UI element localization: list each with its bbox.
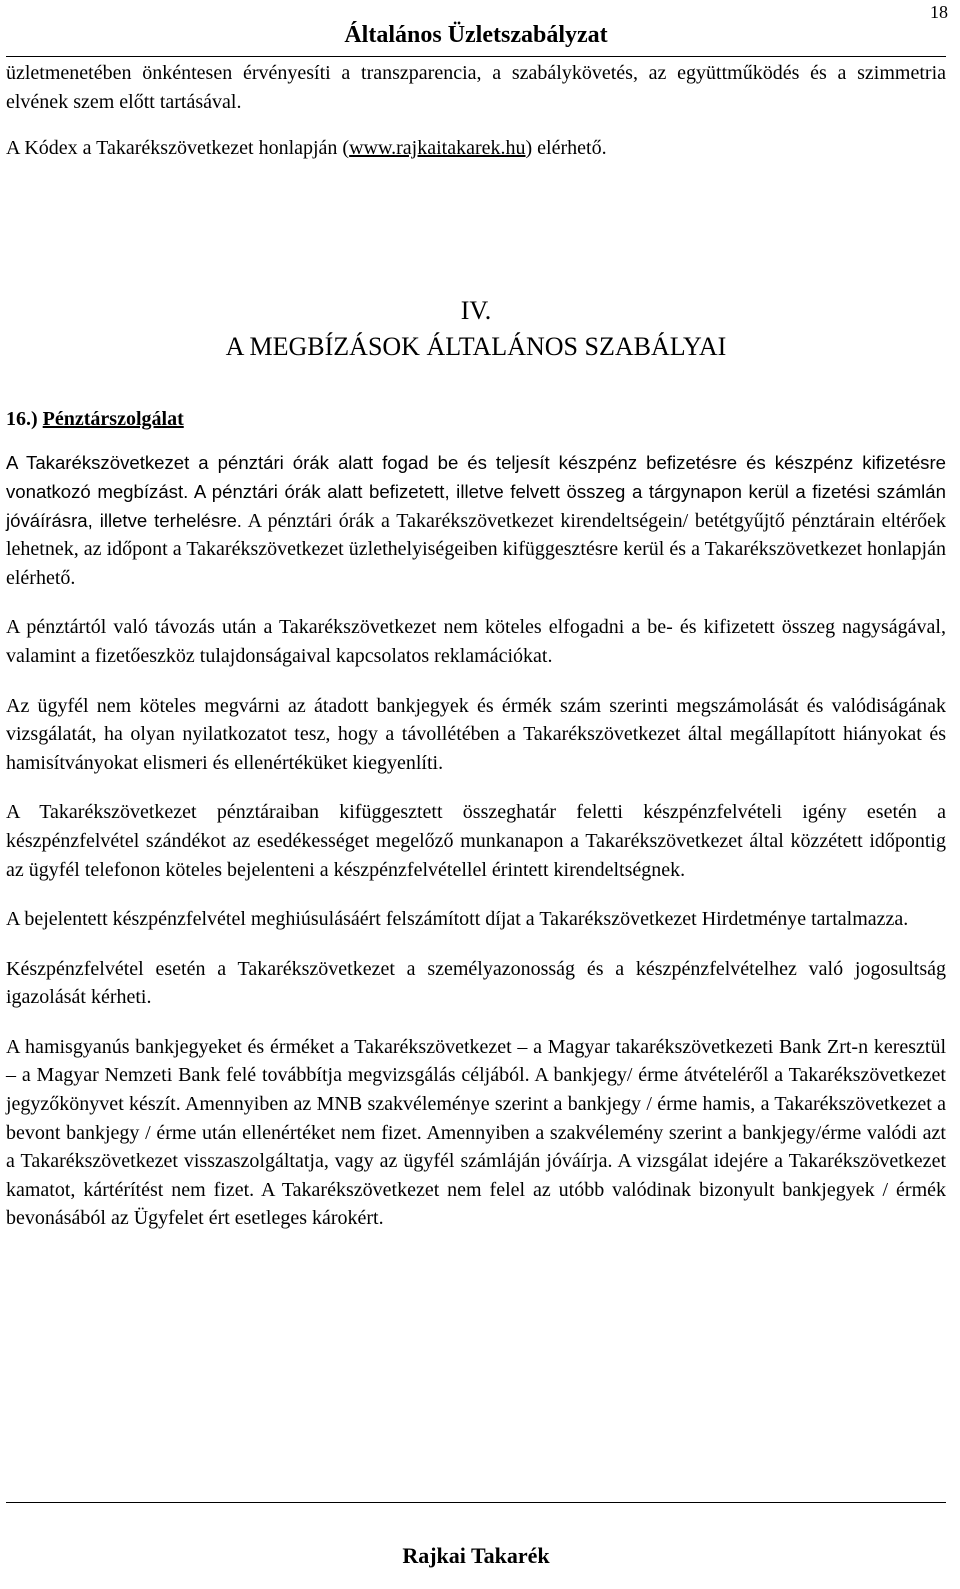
website-link[interactable]: www.rajkaitakarek.hu <box>349 137 526 160</box>
intro-continuation: üzletmenetében önkéntesen érvényesíti a transzparencia, a szabálykövetés, az együttműködés és a szimmetria elvének szem előtt tartásával. <box>6 62 946 113</box>
footer-text: Rajkai Takarék <box>402 1543 550 1568</box>
page-number: 18 <box>930 2 948 22</box>
paragraph-cash-hours <box>6 449 946 592</box>
chapter-heading <box>6 293 946 365</box>
paragraph-fee: A bejelentett készpénzfelvétel meghiúsulásáért felszámított díjat a Takarékszövetkezet Hirdetménye tartalmazza. <box>6 908 909 931</box>
kodex-paragraph <box>6 134 946 163</box>
kodex-text-before: A Kódex a Takarékszövetkezet honlapján ( <box>6 137 350 160</box>
chapter-number: IV. <box>460 295 492 325</box>
section-number: 16.) <box>6 407 38 430</box>
kodex-text-after: ) elérhető. <box>525 137 607 160</box>
section-heading <box>6 405 946 434</box>
paragraph-counting: Az ügyfél nem köteles megvárni az átadott bankjegyek és érmék szám szerinti megszámolását és valódiságának vizsgálatát, ha olyan nyilatkozatot tesz, hogy a távollétében a Takarékszövetkezet által megállapított hiányokat és hamisítványokat elismeri és ellenértéküket kiegyenlíti. <box>6 694 946 774</box>
page-header <box>6 0 946 57</box>
paragraph-complaints: A pénztártól való távozás után a Takarékszövetkezet nem köteles elfogadni a be- és kifizetett összeg nagyságával, valamint a fizetőeszköz tulajdonságaival kapcsolatos reklamációkat. <box>6 616 946 667</box>
page-footer <box>6 1502 946 1569</box>
paragraph-identification: Készpénzfelvétel esetén a Takarékszövetkezet a személyazonosság és a készpénzfelvételhez való jogosultság igazolását kérheti. <box>6 957 946 1009</box>
chapter-title: A MEGBÍZÁSOK ÁLTALÁNOS SZABÁLYAI <box>225 331 727 361</box>
paragraph-counterfeit: A hamisgyanús bankjegyeket és érméket a Takarékszövetkezet – a Magyar takarékszövetkezeti Bank Zrt-n keresztül – a Magyar Nemzeti Bank felé továbbítja megvizsgálás céljából. A bankjegy/ érme átvételéről a Takarékszövetkezet jegyzőkönyvet készít. Amennyiben az MNB szakvéleménye szerint a bankjegy / érme hamis, a Takarékszövetkezet a bevont bankjegy / érme után ellenértéket nem fizet. Amennyiben a szakvélemény szerint a bankjegy/érme valódi azt a Takarékszövetkezet visszaszolgáltatja, vagy az ügyfél számláján jóváírja. A vizsgálat idejére a Takarékszövetkezet kamatot, kártérítést nem fizet. A Takarékszövetkezet nem felel az utóbb valódinak bizonyult bankjegyek / érmék bevonásából az Ügyfelet ért esetleges károkért. <box>6 1035 946 1230</box>
paragraph-cash-hours-part1: A Takarékszövetkezet a pénztári órák alatt fogad be és teljesít készpénz befizetésre és készpénz kifizetésre vonatkozó megbízást. A pénztári órák alatt befizetett, illetve felvett összeg a tárgynapon kerül a fizetési számlán jóváírásra, illetve terhelésre. <box>6 452 946 531</box>
document-page <box>6 0 948 1568</box>
section-title: Pénztárszolgálat <box>42 407 184 430</box>
paragraph-cash-hours-part2: A pénztári órák a Takarékszövetkezet kirendeltségein/ betétgyűjtő pénztárain eltérőek lehetnek, az időpont a Takarékszövetkezet üzlethelyiségeiben kifüggesztésre kerül és a Takarékszövetkezet honlapján elérhető. <box>6 509 946 589</box>
header-title: Általános Üzletszabályzat <box>344 22 608 48</box>
paragraph-withdrawal-notice: A Takarékszövetkezet pénztáraiban kifüggesztett összeghatár feletti készpénzfelvételi igény esetén a készpénzfelvétel szándékot az esedékességet megelőző munkanapon a Takarékszövetkezet által közzétett időpontig az ügyfél telefonon köteles bejelenteni a készpénzfelvétellel érintett kirendeltségnek. <box>6 801 946 881</box>
